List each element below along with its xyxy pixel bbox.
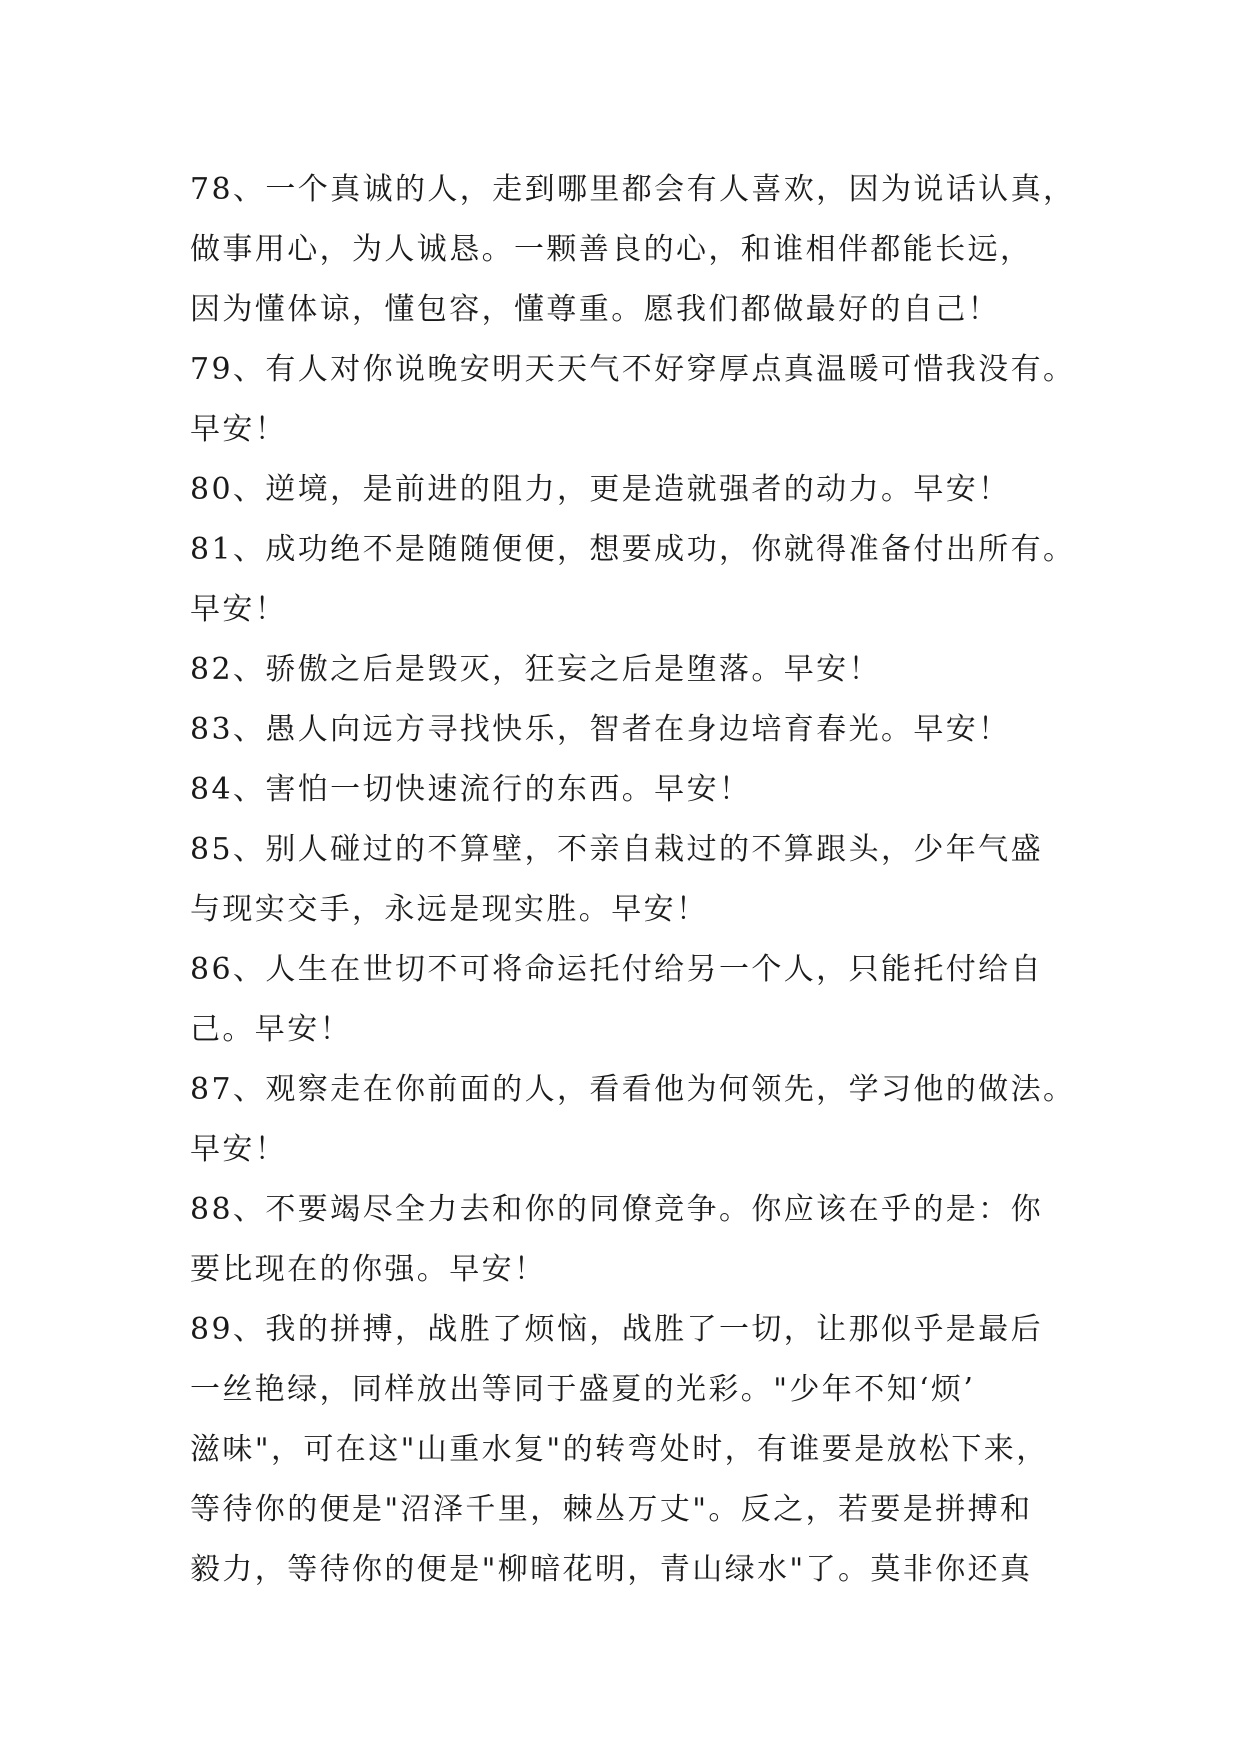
text-line: 79、有人对你说晚安明天天气不好穿厚点真温暖可惜我没有。 [190,352,1076,387]
text-line: 做事用心，为人诚恳。一颗善良的心，和谁相伴都能长远， [190,232,1033,267]
text-line: 85、别人碰过的不算壁，不亲自栽过的不算跟头，少年气盛 [190,832,1043,867]
text-line: 81、成功绝不是随随便便，想要成功，你就得准备付出所有。 [190,532,1076,567]
text-line: 等待你的便是"沼泽千里，棘丛万丈"。反之，若要是拼搏和 [190,1492,1033,1527]
text-line: 87、观察走在你前面的人，看看他为何领先，学习他的做法。 [190,1072,1076,1107]
text-line: 80、逆境，是前进的阻力，更是造就强者的动力。早安！ [190,472,1011,507]
text-line: 早安！ [190,592,288,627]
text-line: 毅力，等待你的便是"柳暗花明，青山绿水"了。莫非你还真 [190,1552,1033,1587]
text-line: 78、一个真诚的人，走到哪里都会有人喜欢，因为说话认真， [190,172,1076,207]
document-body [190,160,1076,1600]
text-line: 早安！ [190,412,288,447]
text-line: 89、我的拼搏，战胜了烦恼，战胜了一切，让那似乎是最后 [190,1312,1043,1347]
text-line: 84、害怕一切快速流行的东西。早安！ [190,772,752,807]
text-line: 88、不要竭尽全力去和你的同僚竞争。你应该在乎的是：你 [190,1192,1043,1227]
text-line: 一丝艳绿，同样放出等同于盛夏的光彩。"少年不知‘烦’ [190,1372,976,1407]
text-line: 早安！ [190,1132,288,1167]
text-line: 己。早安！ [190,1012,352,1047]
text-line: 83、愚人向远方寻找快乐，智者在身边培育春光。早安！ [190,712,1011,747]
text-line: 要比现在的你强。早安！ [190,1252,547,1287]
text-line: 与现实交手，永远是现实胜。早安！ [190,892,709,927]
text-line: 滋味"，可在这"山重水复"的转弯处时，有谁要是放松下来， [190,1432,1049,1467]
text-line: 因为懂体谅，懂包容，懂尊重。愿我们都做最好的自己！ [190,292,1000,327]
text-line: 82、骄傲之后是毁灭，狂妄之后是堕落。早安！ [190,652,881,687]
text-line: 86、人生在世切不可将命运托付给另一个人，只能托付给自 [190,952,1043,987]
